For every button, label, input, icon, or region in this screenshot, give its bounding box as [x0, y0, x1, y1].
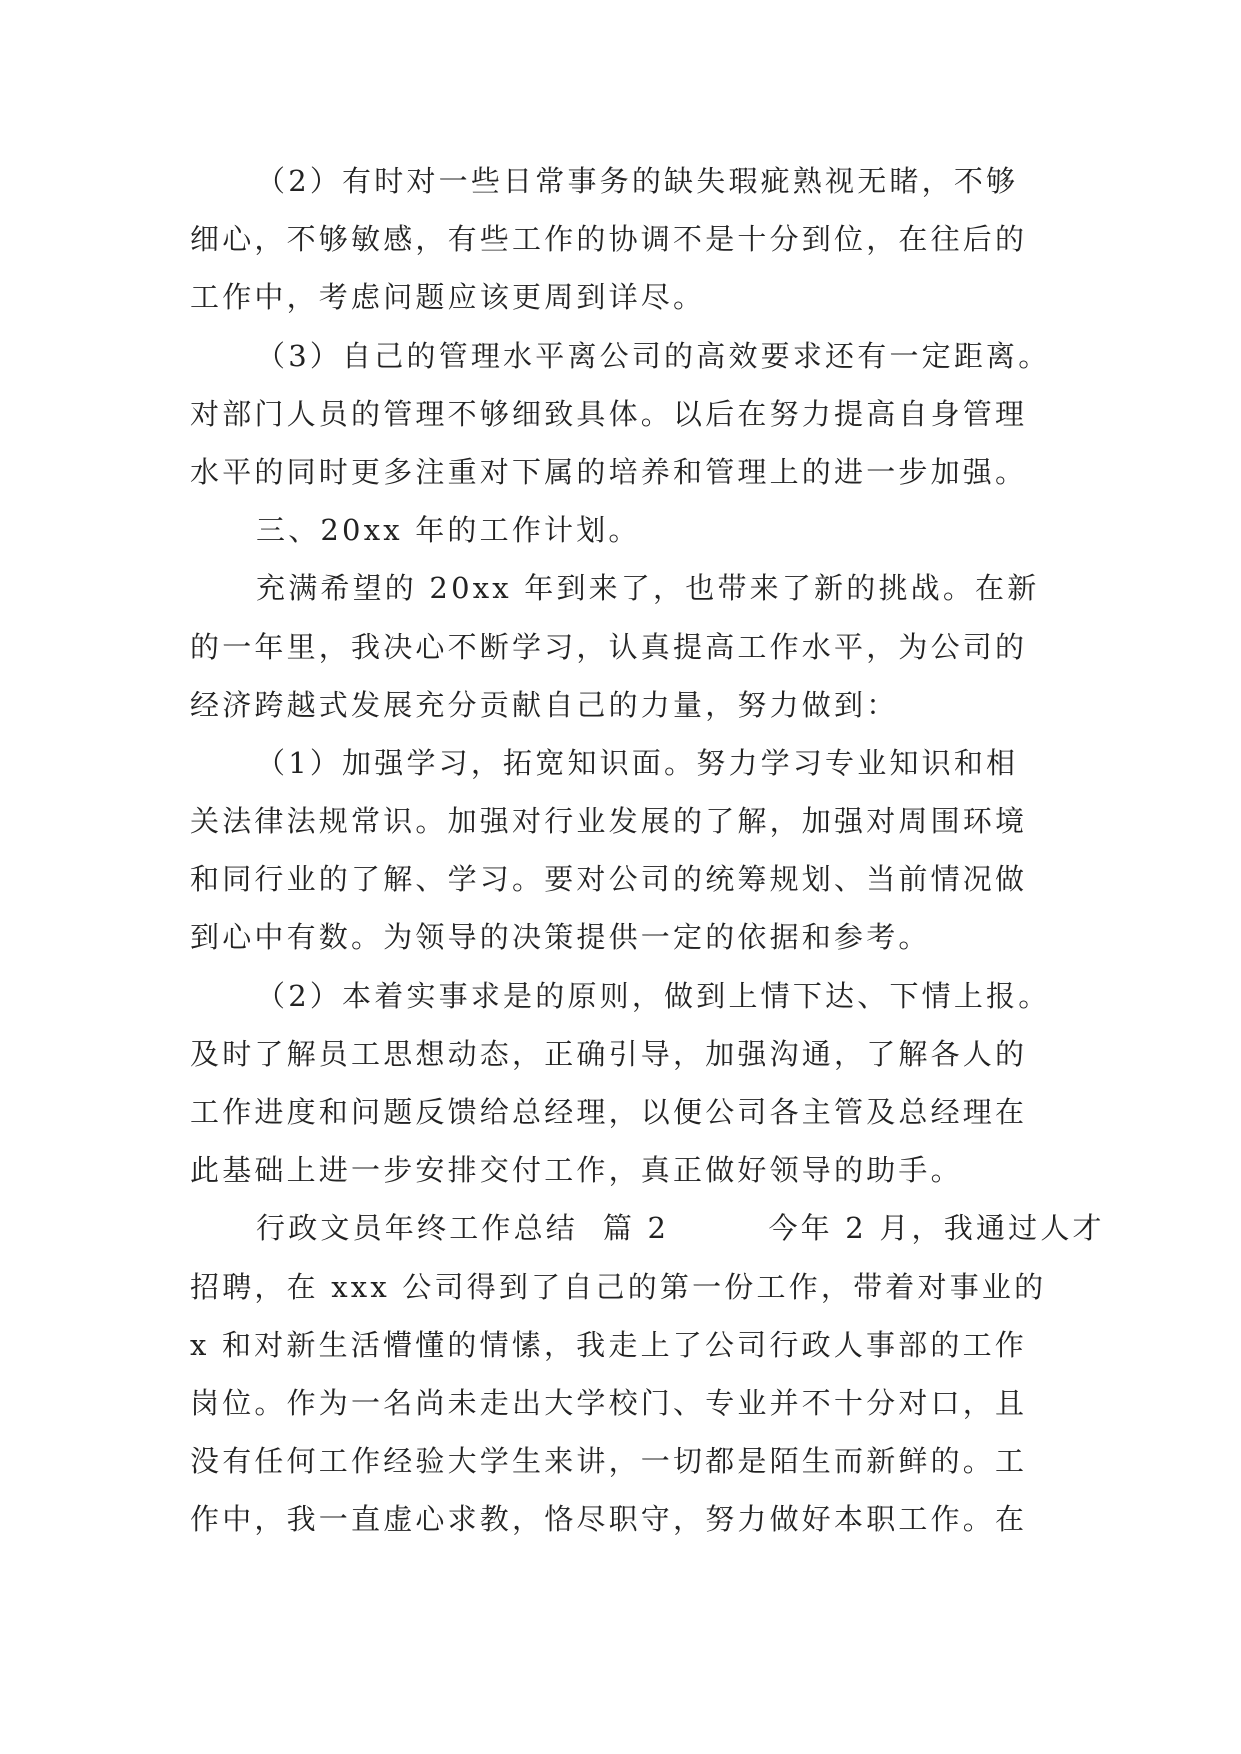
- text-line: 招聘，在 xxx 公司得到了自己的第一份工作，带着对事业的: [190, 1269, 1047, 1304]
- text-line: 水平的同时更多注重对下属的培养和管理上的进一步加强。: [190, 454, 1028, 489]
- text-line: 经济跨越式发展充分贡献自己的力量，努力做到：: [190, 687, 899, 722]
- text-line: 此基础上进一步安排交付工作，真正做好领导的助手。: [190, 1153, 963, 1188]
- text-line: 充满希望的 20xx 年到来了，也带来了新的挑战。在新: [256, 571, 1040, 606]
- text-line: 关法律法规常识。加强对行业发展的了解，加强对周围环境: [190, 804, 1028, 839]
- text-line: 及时了解员工思想动态，正确引导，加强沟通，了解各人的: [190, 1036, 1028, 1071]
- section-heading: 三、20xx 年的工作计划。: [256, 513, 641, 548]
- text-line: 的一年里，我决心不断学习，认真提高工作水平，为公司的: [190, 629, 1028, 664]
- text-line: 没有任何工作经验大学生来讲，一切都是陌生而新鲜的。工: [190, 1444, 1028, 1479]
- text-line: 对部门人员的管理不够细致具体。以后在努力提高自身管理: [190, 396, 1028, 431]
- text-line: （2）有时对一些日常事务的缺失瑕疵熟视无睹，不够: [256, 164, 1019, 198]
- text-line: 作中，我一直虚心求教，恪尽职守，努力做好本职工作。在: [190, 1502, 1028, 1537]
- text-line: 工作中，考虑问题应该更周到详尽。: [190, 280, 706, 315]
- text-line: （1）加强学习，拓宽知识面。努力学习专业知识和相: [256, 745, 1019, 780]
- text-line: 和同行业的了解、学习。要对公司的统筹规划、当前情况做: [190, 862, 1028, 897]
- text-line: 行政文员年终工作总结 篇 2 今年 2 月，我通过人才: [256, 1211, 1105, 1246]
- document-body: [190, 152, 1105, 1549]
- text-line: 到心中有数。为领导的决策提供一定的依据和参考。: [190, 920, 931, 955]
- text-line: 工作进度和问题反馈给总经理，以便公司各主管及总经理在: [190, 1095, 1028, 1129]
- text-line: （2）本着实事求是的原则，做到上情下达、下情上报。: [256, 978, 1051, 1013]
- text-line: （3）自己的管理水平离公司的高效要求还有一定距离。: [256, 338, 1051, 373]
- text-line: 细心，不够敏感，有些工作的协调不是十分到位，在往后的: [190, 222, 1028, 257]
- text-line: 岗位。作为一名尚未走出大学校门、专业并不十分对口，且: [190, 1385, 1028, 1420]
- text-line: x 和对新生活懵懂的情愫，我走上了公司行政人事部的工作: [190, 1327, 1027, 1362]
